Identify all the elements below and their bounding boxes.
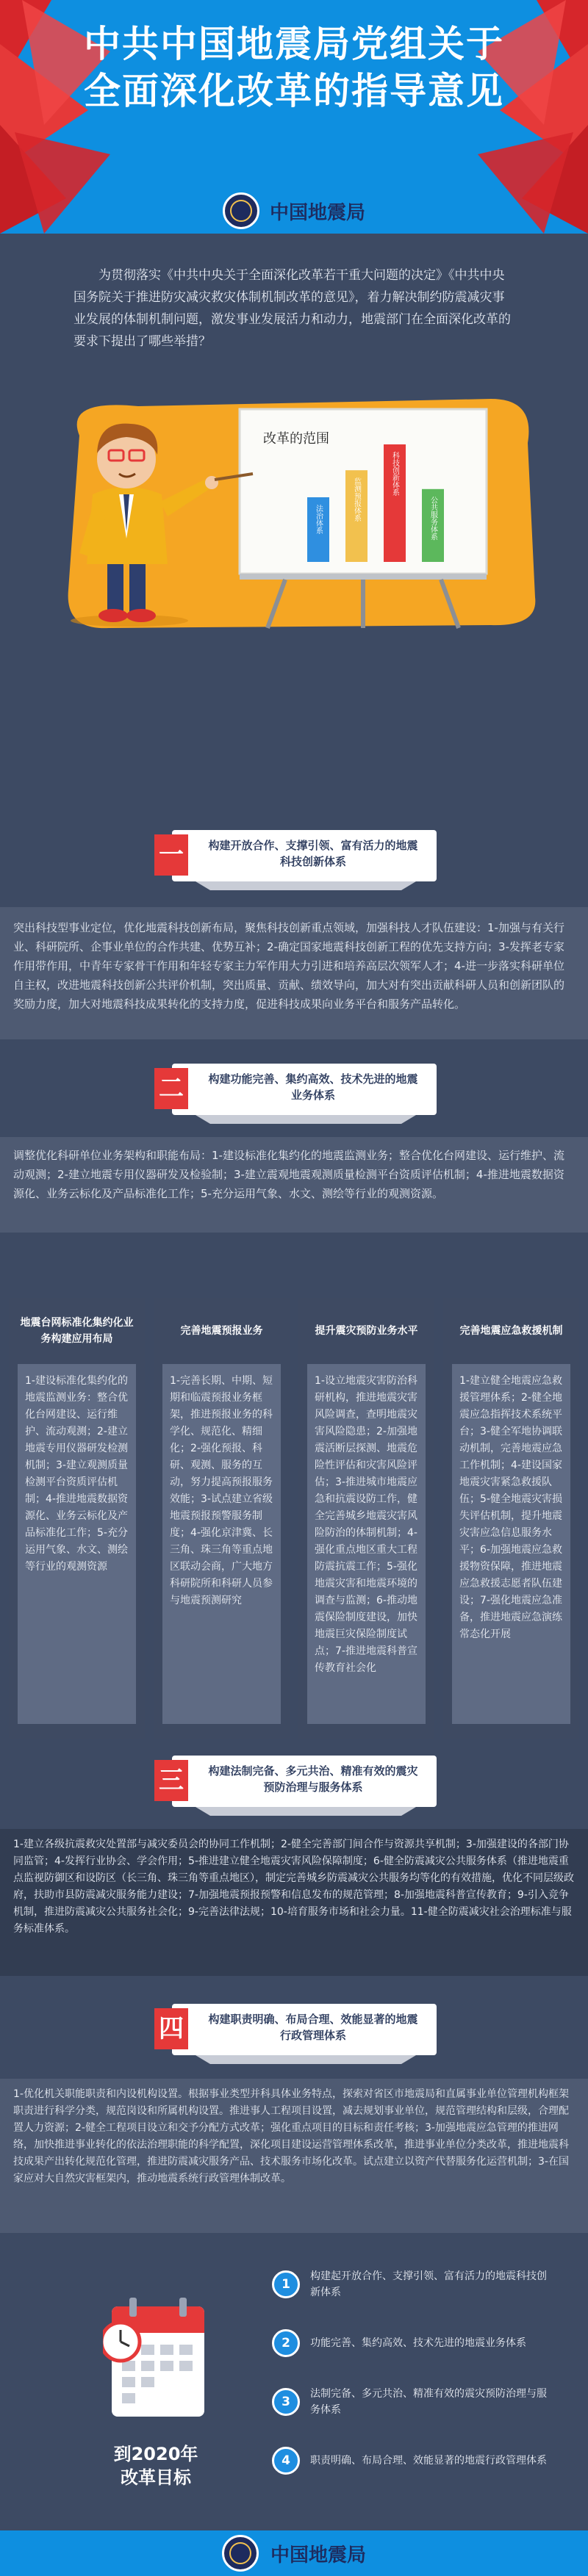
section-heading-box (172, 830, 437, 881)
goal-text: 功能完善、集约高效、技术先进的地震业务体系 (310, 2337, 526, 2349)
goal-text: 构建起开放合作、支撑引领、富有活力的地震科技创新体系 (310, 2270, 547, 2298)
column-heading: 提升震灾预防业务水平 (315, 1325, 418, 1337)
goal-year-line-1: 到2020年 (113, 2444, 198, 2464)
goal-text: 职责明确、布局合理、效能显著的地震行政管理体系 (310, 2455, 547, 2467)
heading-ribbon-tail (196, 1115, 416, 1124)
section-1-heading (154, 830, 441, 896)
goal-year-line-2: 改革目标 (121, 2467, 191, 2488)
cea-emblem-icon (223, 192, 259, 229)
cea-emblem-icon (222, 2535, 259, 2572)
section-heading-text: 构建功能完善、集约高效、技术先进的地震业务体系 (208, 1072, 418, 1102)
goals-section (0, 2248, 588, 2512)
column-body: 1-完善长期、中期、短期和临震预报业务框架，推进预报业务的科学化、规范化、精细化；2-强化预报、科研、观测、服务的互动，努力提高预报服务效能；3-试点建立省级地震预报预警服务制度；4-强化京津冀、长三角、珠三角等重点地区联动会商，广大地方科研院所和科研人员参与地震预测研究 (162, 1364, 281, 1724)
column-body: 1-建立健全地震应急救援管理体系；2-健全地震应急指挥技术系统平台；3-健全军地协调联动机制，完善地震应急工作机制；4-建设国家地震灾害紧急救援队伍；5-健全地震灾害损失评估机制，提升地震灾害应急信息服务水平；6-加强地震应急救援物资保障，推进地震应急救援志愿者队伍建设；7-强化地震应急准备，推进地震应急演练常态化开展 (452, 1364, 570, 1724)
goal-item-3 (272, 2380, 551, 2424)
section-2-heading (154, 1064, 441, 1130)
section-heading-box (172, 1756, 437, 1807)
board-bar-label: 监测预报体系 (352, 477, 361, 522)
section-heading-box (172, 1064, 437, 1115)
section-heading-box (172, 2004, 437, 2055)
page-title (0, 21, 588, 115)
goal-text: 法制完备、多元共治、精准有效的震灾预防治理与服务体系 (310, 2388, 547, 2416)
title-line-1: 中共中国地震局党组关于 (84, 23, 504, 65)
section-heading-text: 构建职责明确、布局合理、效能显著的地震行政管理体系 (208, 2013, 418, 2042)
heading-ribbon-tail (196, 1807, 416, 1816)
intro-section (0, 234, 588, 645)
board-bar-label: 科技创新体系 (390, 452, 399, 496)
header-brand (0, 192, 588, 229)
section-number: 二 (154, 1068, 188, 1109)
column-body: 1-设立地震灾害防治科研机构，推进地震灾害风险调查，查明地震灾害风险隐患；2-加强地震活断层探测、地震危险性评估和灾害风险评估；3-推进城市地震应急和抗震设防工作，健全完善城乡地震灾害风险防治的体制机制；4-强化重点地区重大工程防震抗震工作；5-强化地震灾害和地震环境的调查与监测；6-推动地震保险制度建设，加快地震巨灾保险制度试点；7-推进地震科普宣传教育社会化 (307, 1364, 426, 1724)
heading-ribbon-tail (196, 2055, 416, 2064)
goal-year-label (104, 2442, 207, 2489)
title-line-2: 全面深化改革的指导意见 (84, 70, 504, 112)
board-bar-label: 法治体系 (314, 505, 323, 534)
section-2-columns (9, 1298, 579, 1739)
column-4 (443, 1298, 579, 1739)
goal-number: 3 (272, 2388, 300, 2416)
footer-banner (0, 2530, 588, 2576)
calendar-clock-icon (103, 2284, 213, 2431)
presentation-illustration (50, 392, 547, 634)
column-heading: 完善地震应急救援机制 (459, 1325, 563, 1337)
section-heading-text: 构建法制完备、多元共治、精准有效的震灾预防治理与服务体系 (208, 1764, 418, 1794)
brand-name: 中国地震局 (269, 201, 365, 224)
header-banner (0, 0, 588, 234)
section-4-text: 1-优化机关职能职责和内设机构设置。根据事业类型并科具体业务特点，探索对省区市地震局和直属事业单位管理机构框架职责进行科学分类，规范岗设和所属机构设置。推进事人工程项目设置，减去规划事业单位，规范管理结构和层级，合理配置人力资源；2-健全工程项目设立和交予分配方式改革；强化重点项目的目标和责任考核；3-加强地震应急管理的推进网络，加快推进事业转化的依法治理职能的科学配置，深化项目建设运营管理体系改革，推进事业单位分类改革，推进地震科技成果产出转化规范化管理，推进防震减灾服务产品、技术服务市场化改革。试点建立以资产代替服务化运营机制；3-在国家应对大自然灾害框架内，推动地震系统行政管理体制改革。 (13, 2088, 569, 2184)
section-number: 四 (154, 2008, 188, 2049)
column-1 (9, 1298, 145, 1739)
column-2 (154, 1298, 290, 1739)
section-3-text: 1-建立各级抗震救灾处置部与减灾委员会的协同工作机制；2-健全完善部门间合作与资源共享机制；3-加强建设的各部门协同监管；4-发挥行业协会、学会作用；5-推进建立健全地震灾害风险保障制度；6-健全防震减灾公共服务体系（推进地震重点监视防御区和设防区（长三角、珠三角等重点地区），制定完善城乡防震减灾公共服务均等化的有效措施，优化不同层级政府，扶助市县防震减灾服务能力建设；7-加强地震预报预警和信息发布的规范管理；8-加强地震科普宣传教育；9-引入竞争机制，推进防震减灾公共服务社会化；9-完善法律法规；10-培育服务市场和社会力量。11-健全防震减灾社会治理标准与服务标准体系。 (13, 1839, 574, 1935)
board-title: 改革的范围 (263, 431, 329, 447)
section-heading-text: 构建开放合作、支撑引领、富有活力的地震科技创新体系 (208, 839, 418, 868)
column-body: 1-建设标准化集约化的地震监测业务：整合优化台网建设、运行维护、流动观测；2-建立地震专用仪器研发检测机制；3-建立观测质量检测平台资质评估机制；4-推进地震数据资源化、业务云标化及产品标准化工作；5-充分运用气象、水文、测绘等行业的观测资源 (18, 1364, 136, 1724)
section-1-text: 突出科技型事业定位，优化地震科技创新布局，聚焦科技创新重点领域，加强科技人才队伍建设：1-加强与有关行业、科研院所、企事业单位的合作共建、优势互补；2-确定国家地震科技创新工程的优先支持方向；3-发挥老专家作用带作用，中青年专家骨干作用和年轻专家主力军作用大力引进和培养高层次领军人才；4-进一步落实科研单位自主权，改进地震科技创新公共评价机制，突出质量、贡献、绩效导向，加大对有突出贡献科研人员和创新团队的奖励力度，加大对地震科技成果转化的支持力度，促进科技成果向业务平台和服务产品转化。 (13, 921, 565, 1011)
section-2-text: 调整优化科研单位业务架构和职能布局：1-建设标准化集约化的地震监测业务；整合优化台网建设、运行维护、流动观测；2-建立地震专用仪器研发及检验制；3-建立震观地震观测质量检测平台资质评估机制；4-推进地震数据资源化、业务云标化及产品标准化工作；5-充分运用气象、水文、测绘等行业的观测资源。 (13, 1149, 564, 1200)
goal-number: 1 (272, 2270, 300, 2298)
section-4-heading (154, 2004, 441, 2070)
footer-brand-name: 中国地震局 (270, 2544, 366, 2566)
goal-item-1 (272, 2262, 551, 2306)
goal-number: 2 (272, 2329, 300, 2357)
column-heading: 完善地震预报业务 (180, 1325, 263, 1337)
section-number: 一 (154, 834, 188, 876)
column-heading: 地震台网标准化集约化业务构建应用布局 (20, 1317, 134, 1345)
column-3 (298, 1298, 434, 1739)
goal-item-4 (272, 2439, 551, 2483)
goal-number: 4 (272, 2447, 300, 2475)
board-bar-label: 公共服务体系 (429, 496, 437, 541)
intro-text: 为贯彻落实《中共中央关于全面深化改革若干重大问题的决定》《中共中央国务院关于推进防灾减灾救灾体制机制改革的意见》，着力解决制约防震减灾事业发展的体制机制问题，激发事业发展活力和动力，地震部门在全面深化改革的要求下提出了哪些举措？ (74, 268, 511, 349)
goal-item-2 (272, 2321, 551, 2365)
section-3-heading (154, 1756, 441, 1822)
section-number: 三 (154, 1760, 188, 1801)
heading-ribbon-tail (196, 881, 416, 890)
